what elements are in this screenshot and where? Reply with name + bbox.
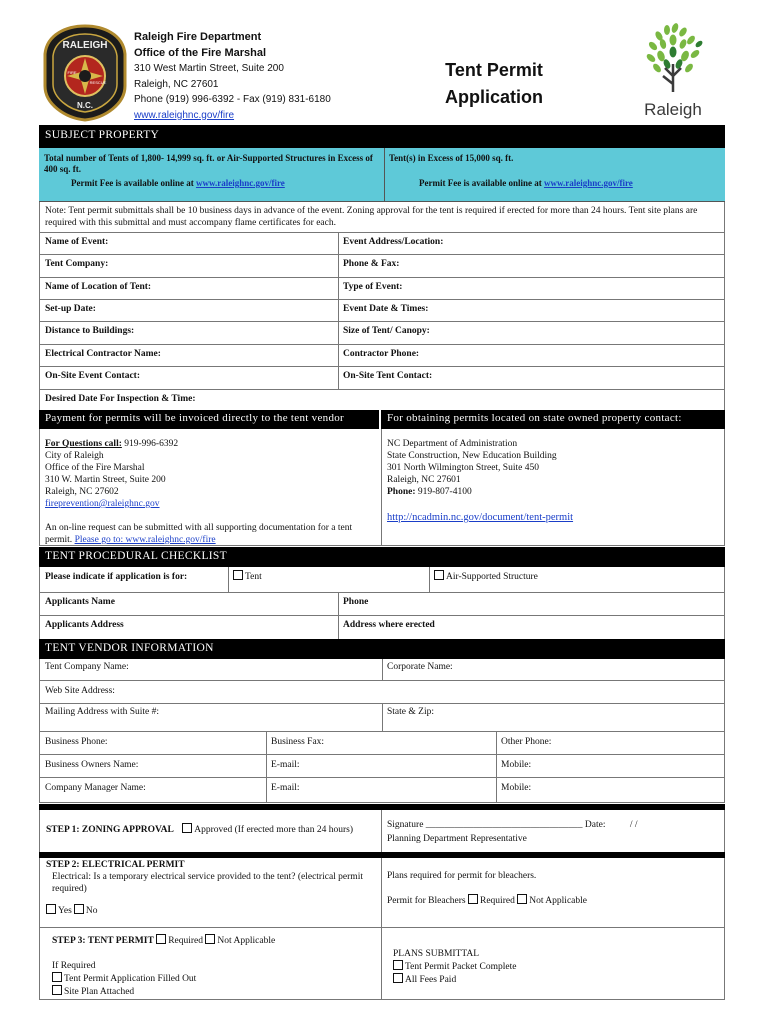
org-city: Raleigh, NC 27601 — [134, 78, 219, 90]
fee-right — [384, 148, 725, 201]
address-erected-field[interactable]: Address where erected — [343, 620, 435, 630]
website-address-field[interactable]: Web Site Address: — [45, 686, 115, 696]
tent-permit-required-checkbox[interactable] — [156, 934, 166, 944]
step2-label: STEP 2: ELECTRICAL PERMIT — [46, 860, 185, 870]
fee-row — [39, 148, 725, 202]
packet-complete-checkbox[interactable] — [393, 960, 403, 970]
fee-left-note: Permit Fee is available online at — [71, 178, 196, 188]
step1-section — [39, 810, 725, 852]
subject-field-row — [40, 300, 724, 322]
air-supported-checkbox[interactable] — [434, 570, 444, 580]
payment-left — [45, 438, 375, 546]
subject-field-left[interactable]: On-Site Event Contact: — [45, 371, 140, 381]
subject-field-row — [40, 367, 724, 390]
application-filled-label: Tent Permit Application Filled Out — [64, 974, 197, 984]
fee-left-link[interactable]: www.raleighnc.gov/fire — [195, 178, 285, 188]
applicants-address-field[interactable]: Applicants Address — [45, 620, 124, 630]
state-zip-field[interactable]: State & Zip: — [387, 707, 434, 717]
subject-property-bar: SUBJECT PROPERTY — [39, 125, 725, 148]
subject-field-right[interactable]: Event Date & Times: — [343, 304, 429, 314]
online-request-link[interactable]: Please go to: www.raleighnc.gov/fire — [74, 535, 216, 545]
bleachers-na-checkbox[interactable] — [517, 894, 527, 904]
packet-complete-label: Tent Permit Packet Complete — [405, 962, 517, 972]
subject-field-row — [40, 233, 724, 255]
vendor-section — [39, 659, 725, 803]
company-manager-field[interactable]: Company Manager Name: — [45, 783, 146, 793]
fire-department-badge-icon — [43, 24, 127, 122]
owner-mobile-field[interactable]: Mobile: — [501, 760, 532, 770]
ncadmin-link[interactable]: http://ncadmin.nc.gov/document/tent-permit — [387, 512, 574, 523]
plans-submittal-label: PLANS SUBMITTAL — [393, 949, 480, 959]
org-website-link[interactable]: www.raleighnc.gov/fire — [134, 109, 235, 121]
business-fax-field[interactable]: Business Fax: — [271, 737, 325, 747]
step3-section — [39, 928, 725, 1000]
org-phone: Phone (919) 996-6392 - Fax (919) 831-6180 — [134, 94, 331, 105]
fee-left-title: Total number of Tents of 1,800- 14,999 sq. ft. or Air-Supported Structures in Excess of 400 sq. ft. — [44, 153, 373, 174]
badge-top-text: RALEIGH — [62, 40, 108, 51]
org-info — [134, 30, 331, 123]
subject-field-left[interactable]: Distance to Buildings: — [45, 326, 135, 336]
inspection-date-field[interactable]: Desired Date For Inspection & Time: — [45, 394, 196, 404]
zoning-approved-checkbox[interactable] — [182, 823, 192, 833]
fee-right-note: Permit Fee is available online at — [419, 178, 544, 188]
fee-right-link[interactable]: www.raleighnc.gov/fire — [543, 178, 633, 188]
badge-right-text: RESCUE — [89, 80, 107, 85]
tent-permit-required-label: Required — [168, 936, 204, 946]
step1-label: STEP 1: ZONING APPROVAL — [46, 825, 174, 835]
fire-prevention-email-link[interactable]: fireprevention@raleighnc.gov — [45, 499, 160, 509]
page-title — [445, 57, 543, 111]
signature-line[interactable]: Signature _________________________________ Date: — [387, 820, 606, 830]
state-phone-label: Phone: — [387, 487, 416, 497]
site-plan-label: Site Plan Attached — [64, 987, 135, 997]
badge-bottom-text: N.C. — [77, 101, 93, 110]
checklist-section — [39, 567, 725, 639]
subject-field-right[interactable]: Contractor Phone: — [343, 349, 420, 359]
corporate-name-field[interactable]: Corporate Name: — [387, 662, 453, 672]
manager-email-field[interactable]: E-mail: — [271, 783, 300, 793]
tent-permit-na-checkbox[interactable] — [205, 934, 215, 944]
raleigh-oak-logo-icon — [637, 20, 709, 120]
questions-label: For Questions call: — [45, 439, 122, 449]
fee-left — [39, 148, 384, 201]
applicant-phone-field[interactable]: Phone — [343, 597, 369, 607]
mailing-address-field[interactable]: Mailing Address with Suite #: — [45, 707, 159, 717]
subject-field-right[interactable]: Phone & Fax: — [343, 259, 400, 269]
office-name: Office of the Fire Marshal — [134, 46, 267, 59]
fees-paid-checkbox[interactable] — [393, 973, 403, 983]
electrical-question: Electrical: Is a temporary electrical service provided to the tent? (electrical permit required) — [52, 872, 363, 894]
state-line-1: NC Department of Administration — [387, 439, 518, 449]
other-phone-field[interactable]: Other Phone: — [501, 737, 552, 747]
applicants-name-field[interactable]: Applicants Name — [45, 597, 115, 607]
bleachers-na-label: Not Applicable — [529, 896, 587, 906]
payment-line-4: Raleigh, NC 27602 — [45, 487, 119, 497]
step3-label: STEP 3: TENT PERMIT — [52, 936, 154, 946]
title-line-2: Application — [445, 87, 543, 107]
subject-field-right[interactable]: Event Address/Location: — [343, 237, 444, 247]
badge-left-text: FIRE — [67, 70, 77, 75]
if-required-label: If Required — [52, 961, 96, 971]
payment-line-2: Office of the Fire Marshal — [45, 463, 145, 473]
air-supported-option-label: Air-Supported Structure — [446, 572, 538, 582]
checklist-bar: TENT PROCEDURAL CHECKLIST — [39, 547, 725, 567]
questions-phone: 919-996-6392 — [124, 439, 179, 449]
subject-field-row — [40, 322, 724, 345]
vendor-bar: TENT VENDOR INFORMATION — [39, 639, 725, 659]
tent-option-label: Tent — [245, 572, 262, 582]
fee-right-title: Tent(s) in Excess of 15,000 sq. ft. — [389, 153, 514, 163]
subject-field-left[interactable]: Electrical Contractor Name: — [45, 349, 161, 359]
state-line-2: State Construction, New Education Building — [387, 451, 557, 461]
application-for-label: Please indicate if application is for: — [45, 572, 188, 582]
subject-field-right[interactable]: Type of Event: — [343, 282, 403, 292]
site-plan-checkbox[interactable] — [52, 985, 62, 995]
electrical-no-checkbox[interactable] — [74, 904, 84, 914]
state-phone: 919-807-4100 — [417, 487, 472, 497]
planning-rep-label: Planning Department Representative — [387, 834, 527, 844]
submittal-note: Note: Tent permit submittals shall be 10 business days in advance of the event. Zoning approval for the tent is required if erected for more than 24 hours. Tent site plans are required with this submittal and must accompany flame certificates for each. — [40, 202, 724, 233]
air-supported-option[interactable] — [429, 567, 724, 592]
tent-checkbox[interactable] — [233, 570, 243, 580]
payment-bar: Payment for permits will be invoiced directly to the tent vendor — [39, 410, 379, 429]
state-property-bar: For obtaining permits located on state owned property contact: — [381, 410, 725, 429]
signature-date[interactable]: / / — [629, 820, 638, 830]
application-filled-checkbox[interactable] — [52, 972, 62, 982]
online-request-text: An on-line request can be submitted with all supporting documentation for a tent permit. — [45, 523, 353, 545]
tent-option[interactable] — [228, 567, 428, 592]
subject-fields — [39, 202, 725, 410]
tent-company-name-field[interactable]: Tent Company Name: — [45, 662, 129, 672]
subject-field-right[interactable]: On-Site Tent Contact: — [343, 371, 433, 381]
dept-name: Raleigh Fire Department — [134, 31, 262, 43]
tent-permit-na-label: Not Applicable — [217, 936, 276, 946]
subject-field-row — [40, 345, 724, 367]
payment-right — [387, 438, 722, 524]
bleachers-required-checkbox[interactable] — [468, 894, 478, 904]
page-header — [39, 0, 725, 124]
payment-section — [39, 429, 725, 546]
logo-text: Raleigh — [644, 100, 702, 119]
subject-field-right[interactable]: Size of Tent/ Canopy: — [343, 326, 430, 336]
bleachers-required-label: Required — [480, 896, 515, 906]
state-line-3: 301 North Wilmington Street, Suite 450 — [387, 463, 539, 473]
org-address: 310 West Martin Street, Suite 200 — [134, 63, 284, 74]
electrical-yes-label: Yes — [58, 906, 72, 916]
step2-section — [39, 858, 725, 928]
business-phone-field[interactable]: Business Phone: — [45, 737, 108, 747]
subject-field-left[interactable]: Name of Location of Tent: — [45, 282, 152, 292]
subject-field-left[interactable]: Tent Company: — [45, 259, 109, 269]
bleachers-plans-note: Plans required for permit for bleachers. — [387, 871, 537, 881]
payment-line-1: City of Raleigh — [45, 451, 104, 461]
manager-mobile-field[interactable]: Mobile: — [501, 783, 532, 793]
electrical-yes-checkbox[interactable] — [46, 904, 56, 914]
bleachers-label: Permit for Bleachers — [387, 896, 466, 906]
title-line-1: Tent Permit — [445, 60, 543, 80]
fees-paid-label: All Fees Paid — [405, 975, 457, 985]
state-line-4: Raleigh, NC 27601 — [387, 475, 461, 485]
owner-email-field[interactable]: E-mail: — [271, 760, 300, 770]
payment-line-3: 310 W. Martin Street, Suite 200 — [45, 475, 166, 485]
subject-field-left[interactable]: Name of Event: — [45, 237, 109, 247]
subject-field-row — [40, 255, 724, 278]
subject-field-row — [40, 278, 724, 300]
electrical-no-label: No — [85, 906, 98, 916]
zoning-approved-label: Approved (If erected more than 24 hours) — [194, 825, 354, 835]
business-owners-field[interactable]: Business Owners Name: — [45, 760, 139, 770]
subject-field-left[interactable]: Set-up Date: — [45, 304, 96, 314]
inspection-row — [40, 390, 724, 410]
